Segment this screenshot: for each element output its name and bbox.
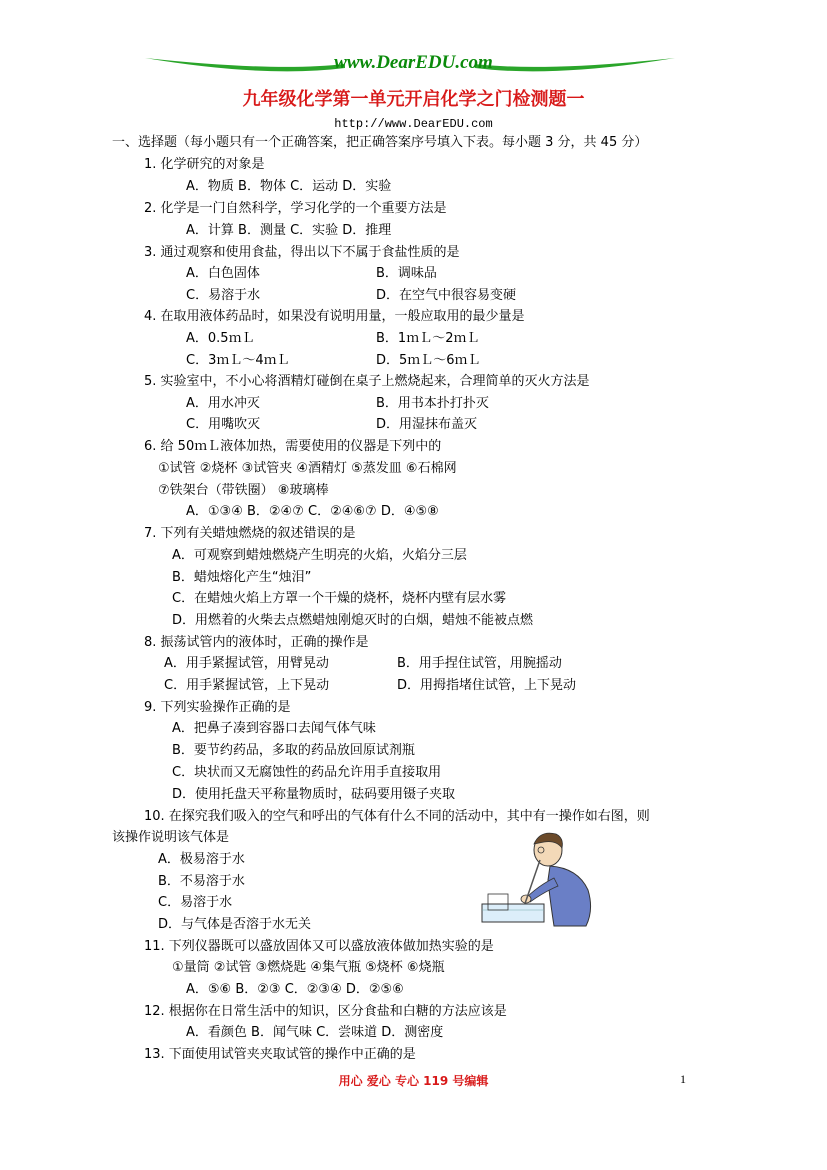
- option-10c: C．易溶于水: [158, 895, 233, 910]
- option-9a: A．把鼻子凑到容器口去闻气体气味: [172, 721, 376, 736]
- section-heading: 一、选择题（每小题只有一个正确答案，把正确答案序号填入下表。每小题 3 分，共 45 分）: [112, 135, 648, 150]
- experiment-figure: [478, 828, 608, 928]
- option-5c: C．用嘴吹灭: [186, 417, 261, 432]
- footer-text: 用心 爱心 专心 119 号编辑: [338, 1074, 489, 1088]
- question-6: 6. 给 50ｍＬ液体加热，需要使用的仪器是下列中的: [144, 439, 442, 454]
- option-9d: D．使用托盘天平称量物质时，砝码要用镊子夹取: [172, 787, 456, 802]
- option-4d: D．5ｍＬ～6ｍＬ: [376, 353, 481, 368]
- page-number: 1: [680, 1072, 686, 1086]
- question-10: 10. 在探究我们吸入的空气和呼出的气体有什么不同的活动中，其中有一操作如右图，则: [144, 809, 650, 824]
- items-6b: ⑦铁架台（带铁圈） ⑧玻璃棒: [158, 483, 329, 498]
- question-5: 5. 实验室中，不小心将酒精灯碰倒在桌子上燃烧起来，合理简单的灭火方法是: [144, 374, 590, 389]
- option-10a: A．极易溶于水: [158, 852, 245, 867]
- question-11: 11. 下列仪器既可以盛放固体又可以盛放液体做加热实验的是: [144, 939, 494, 954]
- option-4b: B．1ｍＬ～2ｍＬ: [376, 331, 480, 346]
- option-8c: C．用手紧握试管，上下晃动: [164, 678, 330, 693]
- page-title: 九年级化学第一单元开启化学之门检测题一: [242, 89, 585, 110]
- question-2: 2. 化学是一门自然科学，学习化学的一个重要方法是: [144, 201, 447, 216]
- options-11: A．⑤⑥ B．②③ C．②③④ D．②⑤⑥: [186, 982, 404, 997]
- option-5a: A．用水冲灭: [186, 396, 260, 411]
- option-4a: A．0.5ｍＬ: [186, 331, 255, 346]
- options-6: A．①③④ B．②④⑦ C．②④⑥⑦ D．④⑤⑧: [186, 504, 439, 519]
- options-2: A．计算 B．测量 C．实验 D．推理: [186, 223, 392, 238]
- question-9: 9. 下列实验操作正确的是: [144, 700, 291, 715]
- option-8d: D．用拇指堵住试管，上下晃动: [397, 678, 577, 693]
- question-7: 7. 下列有关蜡烛燃烧的叙述错误的是: [144, 526, 356, 541]
- option-3b: B．调味品: [376, 266, 437, 281]
- option-7b: B．蜡烛熔化产生“烛泪”: [172, 570, 312, 585]
- option-3c: C．易溶于水: [186, 288, 261, 303]
- option-10d: D．与气体是否溶于水无关: [158, 917, 312, 932]
- options-1: A．物质 B．物体 C．运动 D．实验: [186, 179, 392, 194]
- options-12: A．看颜色 B．闻气味 C．尝味道 D．测密度: [186, 1025, 444, 1040]
- question-3: 3. 通过观察和使用食盐，得出以下不属于食盐性质的是: [144, 245, 460, 260]
- option-9b: B．要节约药品，多取的药品放回原试剂瓶: [172, 743, 415, 758]
- option-8a: A．用手紧握试管，用臂晃动: [164, 656, 329, 671]
- option-5b: B．用书本扑打扑灭: [376, 396, 489, 411]
- option-4c: C．3ｍＬ～4ｍＬ: [186, 353, 290, 368]
- question-4: 4. 在取用液体药品时，如果没有说明用量，一般应取用的最少量是: [144, 309, 525, 324]
- option-7d: D．用燃着的火柴去点燃蜡烛刚熄灭时的白烟，蜡烛不能被点燃: [172, 613, 534, 628]
- option-3d: D．在空气中很容易变硬: [376, 288, 517, 303]
- option-10b: B．不易溶于水: [158, 874, 245, 889]
- option-9c: C．块状而又无腐蚀性的药品允许用手直接取用: [172, 765, 442, 780]
- option-7c: C．在蜡烛火焰上方罩一个干燥的烧杯，烧杯内壁有层水雾: [172, 591, 507, 606]
- items-11: ①量筒 ②试管 ③燃烧匙 ④集气瓶 ⑤烧杯 ⑥烧瓶: [172, 960, 445, 975]
- question-8: 8. 振荡试管内的液体时，正确的操作是: [144, 635, 369, 650]
- option-3a: A．白色固体: [186, 266, 260, 281]
- items-6a: ①试管 ②烧杯 ③试管夹 ④酒精灯 ⑤蒸发皿 ⑥石棉网: [158, 461, 457, 476]
- question-10-cont: 该操作说明该气体是: [112, 830, 230, 845]
- site-url: http://www.DearEDU.com: [334, 117, 493, 131]
- option-7a: A．可观察到蜡烛燃烧产生明亮的火焰，火焰分三层: [172, 548, 467, 563]
- question-1: 1. 化学研究的对象是: [144, 157, 265, 172]
- option-5d: D．用湿抹布盖灭: [376, 417, 478, 432]
- question-12: 12. 根据你在日常生活中的知识，区分食盐和白糖的方法应该是: [144, 1004, 507, 1019]
- site-name: www.DearEDU.com: [334, 52, 493, 73]
- option-8b: B．用手捏住试管，用腕摇动: [397, 656, 562, 671]
- question-13: 13. 下面使用试管夹夹取试管的操作中正确的是: [144, 1047, 416, 1062]
